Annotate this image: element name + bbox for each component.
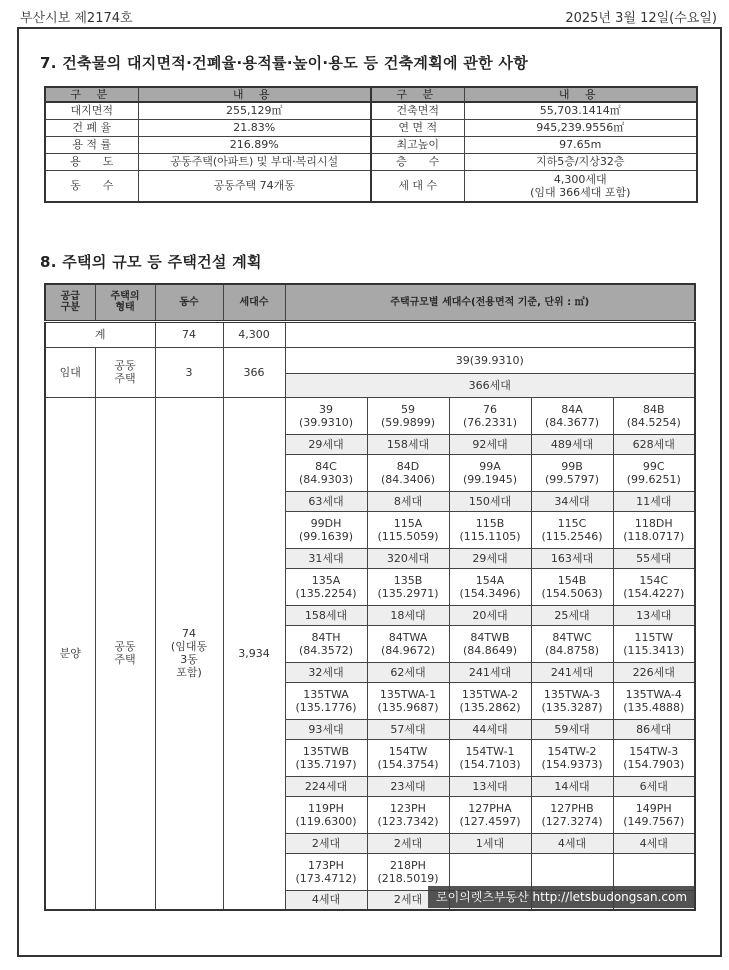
unit-count: 29세대 (449, 548, 531, 568)
unit-size: 84TWB (84.8649) (449, 625, 531, 662)
unit-count: 158세대 (285, 605, 367, 625)
unit-size: 99A (99.1945) (449, 454, 531, 491)
col-header-size: 주택규모별 세대수(전용면적 기준, 단위 : ㎡) (285, 284, 695, 321)
total-row (45, 321, 695, 347)
table-row (45, 170, 697, 202)
unit-size: 149PH (149.7567) (613, 796, 695, 833)
unit-size: 154C (154.4227) (613, 568, 695, 605)
sale-supply: 분양 (45, 397, 95, 910)
total-size-empty (285, 321, 695, 347)
unit-size: 154TW (154.3754) (367, 739, 449, 776)
unit-size: 218PH (218.5019) (367, 853, 449, 890)
unit-size (613, 853, 695, 890)
rental-buildings: 3 (155, 347, 223, 397)
rental-size: 39(39.9310) (285, 347, 695, 373)
unit-count: 18세대 (367, 605, 449, 625)
unit-size: 154TW-2 (154.9373) (531, 739, 613, 776)
unit-size: 115A (115.5059) (367, 511, 449, 548)
unit-count: 57세대 (367, 719, 449, 739)
housing-plan-table (44, 283, 696, 911)
unit-count: 11세대 (613, 491, 695, 511)
unit-size: 127PHB (127.3274) (531, 796, 613, 833)
unit-size: 123PH (123.7342) (367, 796, 449, 833)
unit-count: 1세대 (449, 833, 531, 853)
unit-size: 84TWA (84.9672) (367, 625, 449, 662)
unit-size: 119PH (119.6300) (285, 796, 367, 833)
unit-size: 84D (84.3406) (367, 454, 449, 491)
unit-size: 115B (115.1105) (449, 511, 531, 548)
unit-size (449, 853, 531, 890)
unit-count: 6세대 (613, 776, 695, 796)
rental-row (45, 347, 695, 373)
unit-count: 32세대 (285, 662, 367, 682)
unit-count: 92세대 (449, 434, 531, 454)
unit-count: 23세대 (367, 776, 449, 796)
unit-size: 135TWA-2 (135.2862) (449, 682, 531, 719)
row-label: 용 적 률 (45, 136, 138, 153)
unit-size (531, 853, 613, 890)
unit-size: 84TWC (84.8758) (531, 625, 613, 662)
unit-count: 241세대 (531, 662, 613, 682)
col-header-type: 주택의 형태 (95, 284, 155, 321)
unit-size: 115C (115.2546) (531, 511, 613, 548)
unit-count: 163세대 (531, 548, 613, 568)
unit-size: 84B (84.5254) (613, 397, 695, 434)
row-value: 공동주택(아파트) 및 부대·복리시설 (138, 153, 371, 170)
unit-count: 4세대 (613, 833, 695, 853)
unit-size: 173PH (173.4712) (285, 853, 367, 890)
unit-size: 118DH (118.0717) (613, 511, 695, 548)
table-row (45, 119, 697, 136)
rental-units: 366 (223, 347, 285, 397)
table-header-row (45, 284, 695, 321)
total-units: 4,300 (223, 321, 285, 347)
gazette-date: 2025년 3월 12일(수요일) (565, 11, 717, 26)
unit-count: 2세대 (285, 833, 367, 853)
unit-count: 14세대 (531, 776, 613, 796)
row-value: 21.83% (138, 119, 371, 136)
section-8-title: 8. 주택의 규모 등 주택건설 계획 (40, 253, 262, 271)
row-value: 55,703.1414㎡ (464, 102, 697, 119)
unit-size: 135A (135.2254) (285, 568, 367, 605)
unit-count: 44세대 (449, 719, 531, 739)
unit-count: 224세대 (285, 776, 367, 796)
row-label: 건축면적 (371, 102, 464, 119)
total-label: 계 (45, 321, 155, 347)
col-header: 내 용 (464, 87, 697, 102)
row-label: 최고높이 (371, 136, 464, 153)
unit-count: 59세대 (531, 719, 613, 739)
row-label: 동 수 (45, 170, 138, 202)
row-label: 연 면 적 (371, 119, 464, 136)
unit-count: 93세대 (285, 719, 367, 739)
col-header: 내 용 (138, 87, 371, 102)
col-header: 구 분 (371, 87, 464, 102)
row-value: 945,239.9556㎡ (464, 119, 697, 136)
unit-count: 241세대 (449, 662, 531, 682)
row-value: 지하5층/지상32층 (464, 153, 697, 170)
sale-type: 공동 주택 (95, 397, 155, 910)
gazette-issue: 부산시보 제2174호 (20, 11, 133, 26)
unit-count: 158세대 (367, 434, 449, 454)
unit-size: 135TWA-4 (135.4888) (613, 682, 695, 719)
unit-size: 135TWA-1 (135.9687) (367, 682, 449, 719)
col-header-units: 세대수 (223, 284, 285, 321)
col-header-buildings: 동수 (155, 284, 223, 321)
unit-count: 13세대 (449, 776, 531, 796)
unit-size: 84A (84.3677) (531, 397, 613, 434)
unit-count: 34세대 (531, 491, 613, 511)
row-label: 세 대 수 (371, 170, 464, 202)
unit-size: 154TW-3 (154.7903) (613, 739, 695, 776)
total-buildings: 74 (155, 321, 223, 347)
unit-count: 4세대 (285, 890, 367, 910)
unit-size: 99C (99.6251) (613, 454, 695, 491)
unit-count: 489세대 (531, 434, 613, 454)
unit-count: 320세대 (367, 548, 449, 568)
sale-buildings: 74 (임대동 3동 포함) (155, 397, 223, 910)
unit-count: 55세대 (613, 548, 695, 568)
unit-size: 135B (135.2971) (367, 568, 449, 605)
unit-size: 99B (99.5797) (531, 454, 613, 491)
unit-size: 84C (84.9303) (285, 454, 367, 491)
unit-size: 135TWA-3 (135.3287) (531, 682, 613, 719)
rental-supply: 임대 (45, 347, 95, 397)
unit-size: 84TH (84.3572) (285, 625, 367, 662)
building-plan-table (44, 86, 698, 203)
unit-count: 86세대 (613, 719, 695, 739)
row-value: 255,129㎡ (138, 102, 371, 119)
unit-count: 628세대 (613, 434, 695, 454)
rental-count: 366세대 (285, 373, 695, 397)
unit-size: 39 (39.9310) (285, 397, 367, 434)
unit-size: 135TWA (135.1776) (285, 682, 367, 719)
unit-count: 2세대 (367, 890, 449, 910)
unit-size: 154B (154.5063) (531, 568, 613, 605)
unit-count: 13세대 (613, 605, 695, 625)
unit-size: 154A (154.3496) (449, 568, 531, 605)
table-row (45, 136, 697, 153)
unit-count: 63세대 (285, 491, 367, 511)
row-value: 97.65m (464, 136, 697, 153)
unit-count: 226세대 (613, 662, 695, 682)
row-label: 건 폐 율 (45, 119, 138, 136)
unit-count: 31세대 (285, 548, 367, 568)
section-7-title: 7. 건축물의 대지면적·건폐율·용적률·높이·용도 등 건축계획에 관한 사항 (40, 54, 528, 72)
watermark: 로이의렛츠부동산 http://letsbudongsan.com (428, 886, 695, 908)
unit-size: 135TWB (135.7197) (285, 739, 367, 776)
unit-size: 154TW-1 (154.7103) (449, 739, 531, 776)
row-value: 공동주택 74개동 (138, 170, 371, 202)
unit-count: 4세대 (531, 833, 613, 853)
unit-count: 62세대 (367, 662, 449, 682)
row-value: 216.89% (138, 136, 371, 153)
unit-count: 20세대 (449, 605, 531, 625)
unit-count: 8세대 (367, 491, 449, 511)
unit-count: 29세대 (285, 434, 367, 454)
unit-size: 115TW (115.3413) (613, 625, 695, 662)
col-header-supply: 공급 구분 (45, 284, 95, 321)
row-label: 대지면적 (45, 102, 138, 119)
row-label: 층 수 (371, 153, 464, 170)
unit-size: 59 (59.9899) (367, 397, 449, 434)
unit-size: 99DH (99.1639) (285, 511, 367, 548)
table-row (45, 102, 697, 119)
unit-count: 2세대 (367, 833, 449, 853)
col-header: 구 분 (45, 87, 138, 102)
unit-size: 76 (76.2331) (449, 397, 531, 434)
sale-units: 3,934 (223, 397, 285, 910)
unit-count: 25세대 (531, 605, 613, 625)
unit-count: 150세대 (449, 491, 531, 511)
table-header-row (45, 87, 697, 102)
unit-size: 127PHA (127.4597) (449, 796, 531, 833)
table-row (45, 153, 697, 170)
size-name-row (45, 397, 695, 434)
rental-type: 공동 주택 (95, 347, 155, 397)
row-label: 용 도 (45, 153, 138, 170)
row-value: 4,300세대 (임대 366세대 포함) (464, 170, 697, 202)
